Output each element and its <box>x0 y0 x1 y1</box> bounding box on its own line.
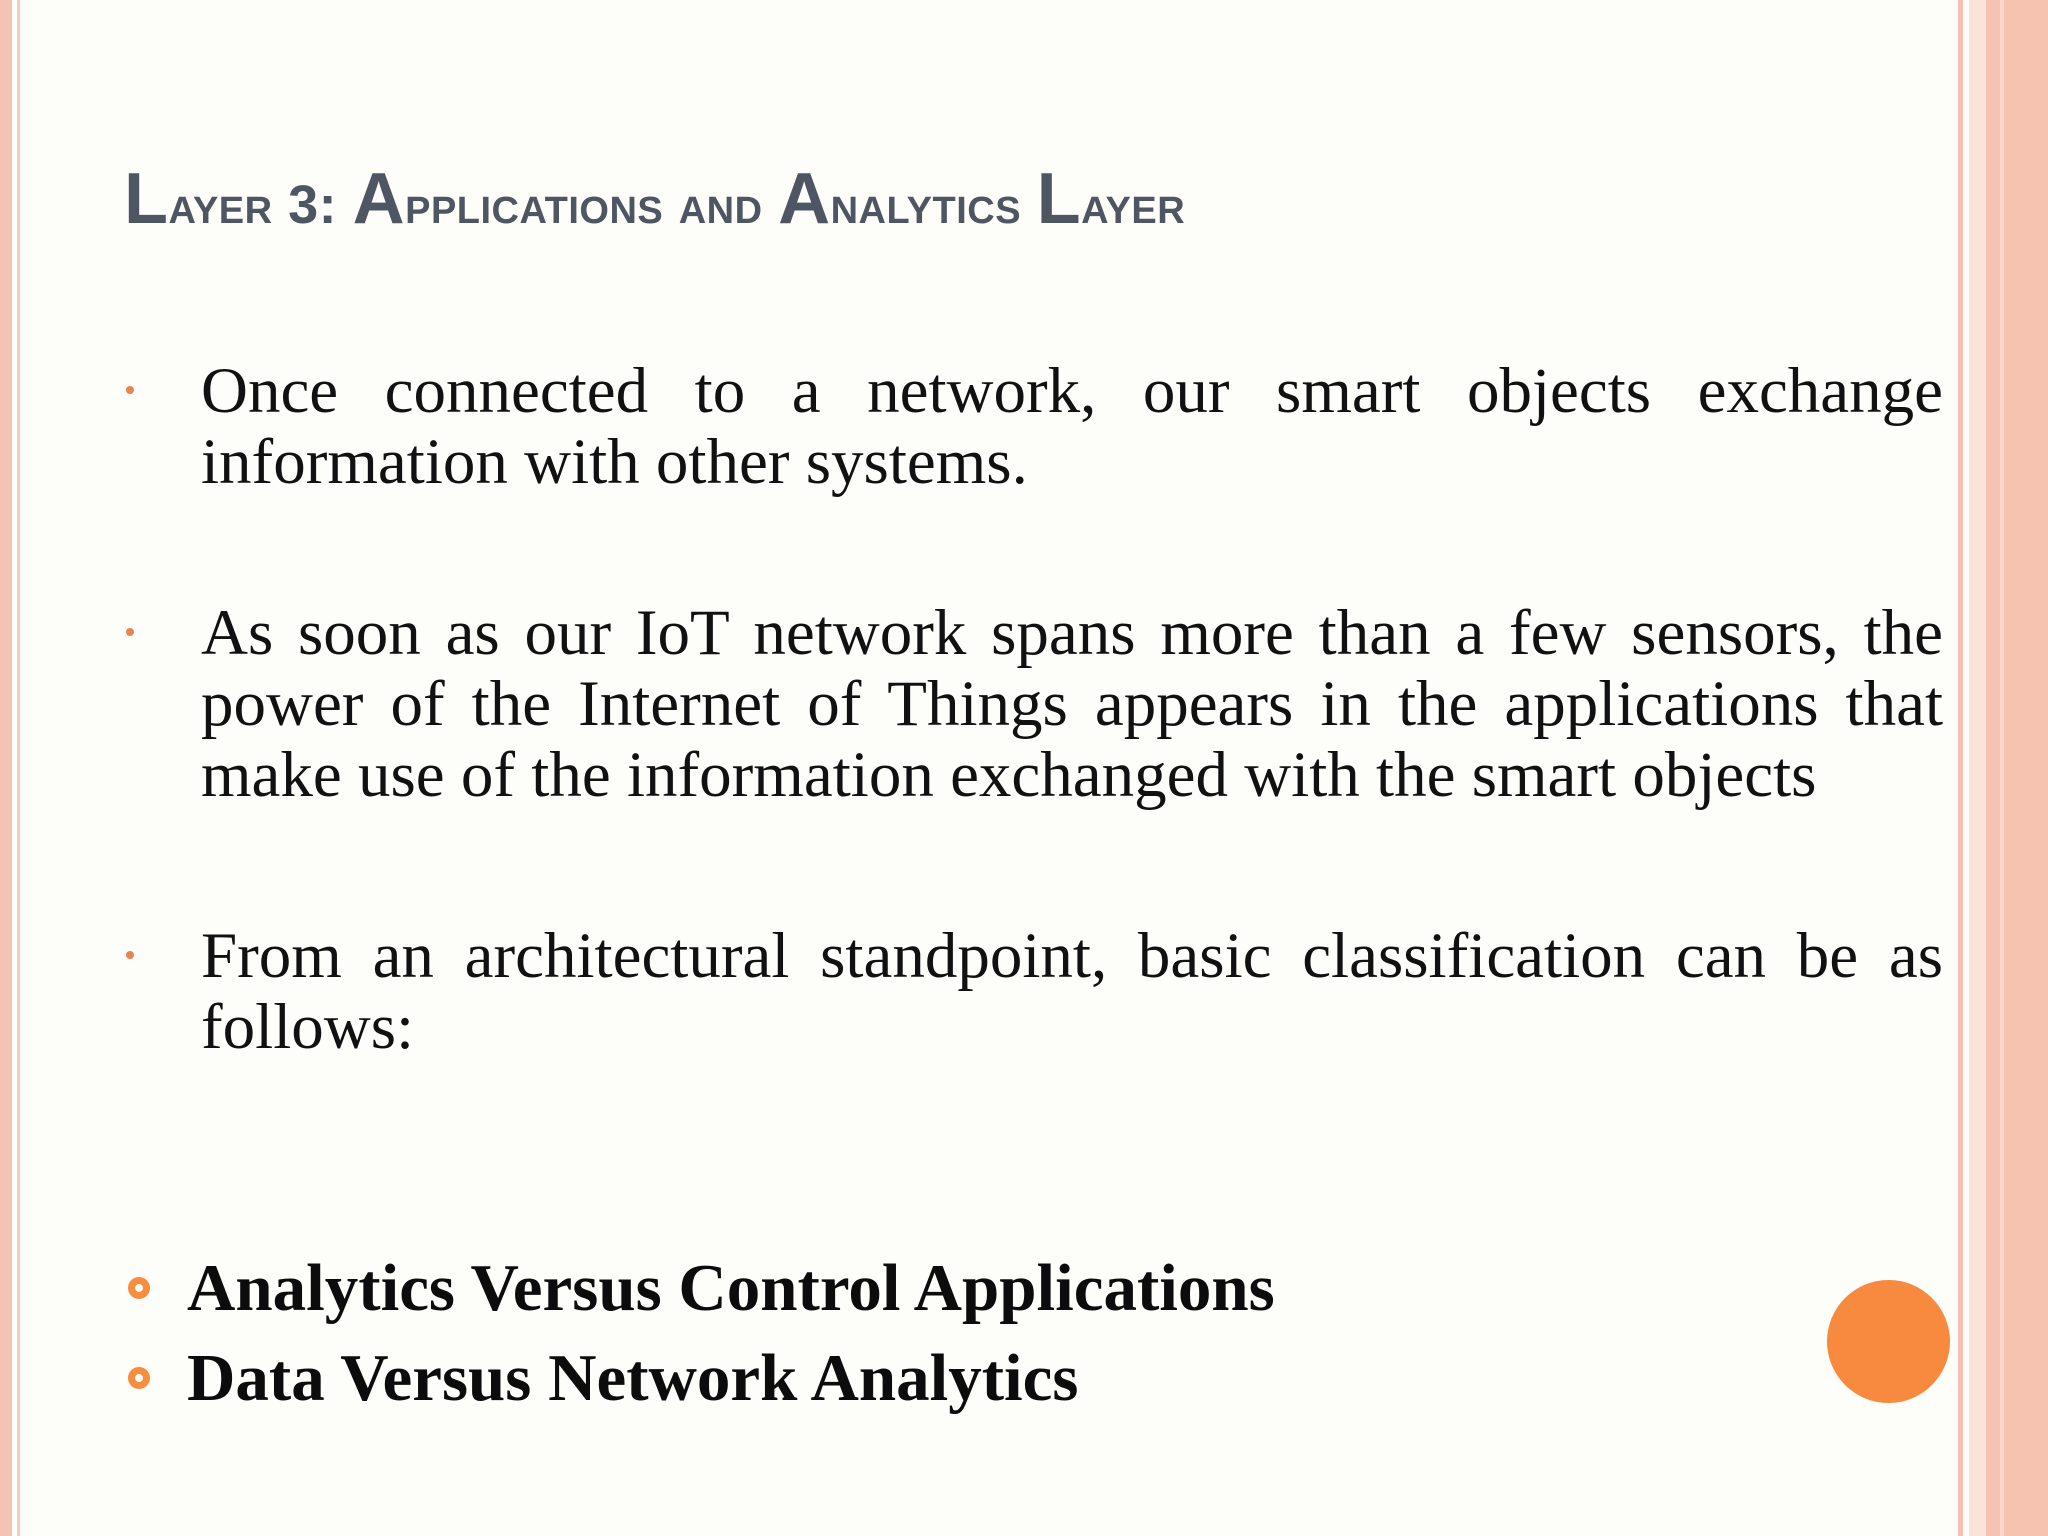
ring-bullet-icon <box>128 1277 150 1299</box>
bullet-text: From an architectural standpoint, basic classification can be as follows: <box>201 920 1943 1063</box>
right-border <box>1986 0 2048 1536</box>
bullet-dot-icon <box>126 386 134 394</box>
bullet-list <box>120 356 1943 1163</box>
slide-title <box>124 158 1185 240</box>
title-part: pplications and <box>405 175 779 235</box>
classification-text: Analytics Versus Control Applications <box>187 1251 1275 1325</box>
bullet-dot-icon <box>126 951 134 959</box>
bullet-text: As soon as our IoT network spans more than a few sensors, the power of the Internet of Things appears in the applications that make use of the information exchanged with the smart objects <box>201 597 1943 811</box>
bullet-item <box>120 356 1943 498</box>
classification-item <box>126 1250 1275 1340</box>
right-border-band <box>1969 0 1986 1536</box>
bullet-text: Once connected to a network, our smart objects exchange information with other systems. <box>201 355 1943 498</box>
left-border-line <box>17 0 20 1536</box>
bullet-item <box>120 921 1943 1063</box>
classification-list <box>126 1250 1275 1430</box>
right-border-line <box>1958 0 1963 1536</box>
classification-item <box>126 1340 1275 1430</box>
title-part: L <box>1036 159 1082 239</box>
title-part: nalytics <box>830 175 1037 235</box>
classification-text: Data Versus Network Analytics <box>187 1341 1079 1415</box>
title-part: ayer <box>1081 175 1186 235</box>
left-border <box>0 0 12 1536</box>
title-part: L <box>124 159 169 239</box>
title-part: A <box>778 159 831 239</box>
bullet-item <box>120 598 1943 811</box>
ring-bullet-icon <box>128 1367 150 1389</box>
right-border-inner-line <box>2000 0 2004 1536</box>
title-part: A <box>352 159 406 239</box>
bullet-dot-icon <box>126 628 134 636</box>
title-part: ayer 3: <box>168 175 353 235</box>
orange-circle-decoration <box>1827 1280 1950 1403</box>
